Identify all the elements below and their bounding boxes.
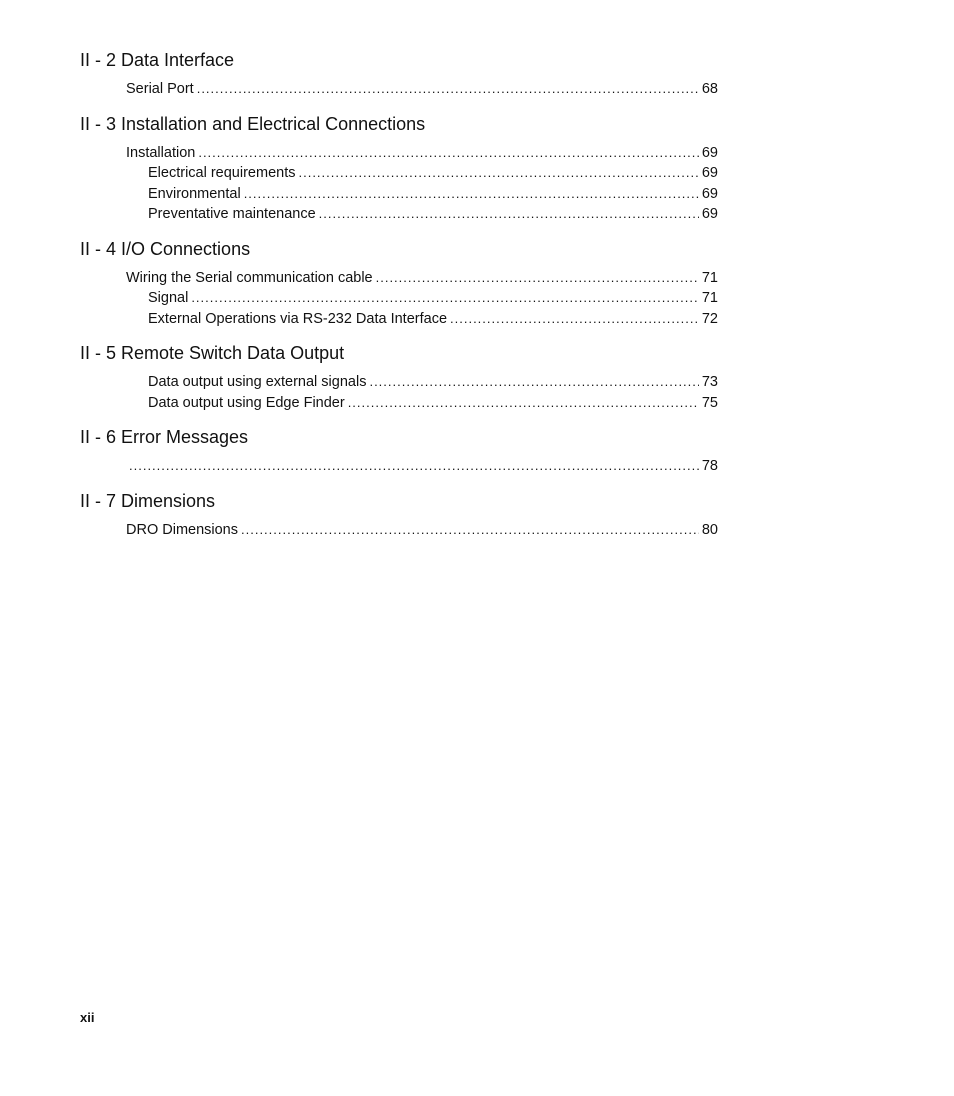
toc-entry[interactable] bbox=[80, 288, 718, 309]
dot-leader bbox=[376, 268, 699, 288]
entry-page-number: 75 bbox=[701, 394, 718, 411]
entry-page-number: 71 bbox=[701, 269, 718, 286]
table-of-contents bbox=[80, 48, 718, 552]
section-title: II - 5 Remote Switch Data Output bbox=[80, 343, 345, 363]
section-title: II - 3 Installation and Electrical Connections bbox=[80, 113, 426, 134]
entry-label: Environmental bbox=[148, 185, 241, 202]
entry-page-number: 73 bbox=[701, 374, 718, 390]
entry-page-number: 69 bbox=[701, 206, 718, 222]
toc-entry[interactable] bbox=[80, 456, 718, 477]
dot-leader bbox=[197, 79, 699, 99]
section-title: II - 6 Error Messages bbox=[80, 427, 249, 447]
toc-section bbox=[80, 489, 718, 541]
entry-label: Data output using Edge Finder bbox=[148, 394, 345, 411]
dot-leader bbox=[450, 309, 699, 329]
dot-leader bbox=[191, 288, 699, 308]
entry-label: DRO Dimensions bbox=[126, 521, 238, 538]
entry-label: Installation bbox=[126, 144, 196, 161]
entry-label: Signal bbox=[148, 290, 189, 306]
toc-section bbox=[80, 425, 718, 477]
entry-page-number: 69 bbox=[701, 165, 718, 181]
entry-page-number: 68 bbox=[701, 81, 718, 97]
entry-page-number: 69 bbox=[701, 144, 718, 161]
toc-section bbox=[80, 237, 718, 330]
dot-leader bbox=[298, 163, 698, 183]
entry-page-number: 71 bbox=[701, 290, 718, 306]
entry-label: Wiring the Serial communication cable bbox=[126, 269, 373, 286]
toc-entry[interactable] bbox=[80, 309, 718, 330]
dot-leader bbox=[244, 184, 699, 204]
toc-entry[interactable] bbox=[80, 143, 718, 164]
dot-leader bbox=[241, 520, 699, 540]
toc-entry[interactable] bbox=[80, 204, 718, 225]
toc-section bbox=[80, 112, 718, 225]
entry-page-number: 78 bbox=[701, 458, 718, 474]
dot-leader bbox=[198, 143, 699, 163]
toc-entry[interactable] bbox=[80, 163, 718, 184]
dot-leader bbox=[369, 372, 698, 392]
entry-label: Preventative maintenance bbox=[148, 206, 316, 222]
toc-section bbox=[80, 341, 718, 413]
page-number-footer: xii bbox=[80, 1010, 95, 1025]
section-title: II - 2 Data Interface bbox=[80, 50, 235, 70]
entry-page-number: 80 bbox=[701, 521, 718, 538]
toc-entry[interactable] bbox=[80, 184, 718, 205]
entry-label: Data output using external signals bbox=[148, 374, 367, 390]
entry-page-number: 69 bbox=[701, 185, 718, 202]
toc-entry[interactable] bbox=[80, 372, 718, 393]
dot-leader bbox=[319, 204, 699, 224]
toc-entry[interactable] bbox=[80, 520, 718, 541]
dot-leader bbox=[348, 393, 699, 413]
dot-leader bbox=[129, 456, 699, 476]
entry-label: Electrical requirements bbox=[148, 165, 296, 181]
toc-entry[interactable] bbox=[80, 79, 718, 100]
toc-section bbox=[80, 48, 718, 100]
entry-label: External Operations via RS-232 Data Interface bbox=[148, 310, 448, 327]
toc-entry[interactable] bbox=[80, 268, 718, 289]
section-title: II - 4 I/O Connections bbox=[80, 238, 251, 259]
entry-label: Serial Port bbox=[126, 81, 194, 97]
toc-entry[interactable] bbox=[80, 393, 718, 414]
section-title: II - 7 Dimensions bbox=[80, 490, 216, 511]
entry-page-number: 72 bbox=[701, 310, 718, 327]
